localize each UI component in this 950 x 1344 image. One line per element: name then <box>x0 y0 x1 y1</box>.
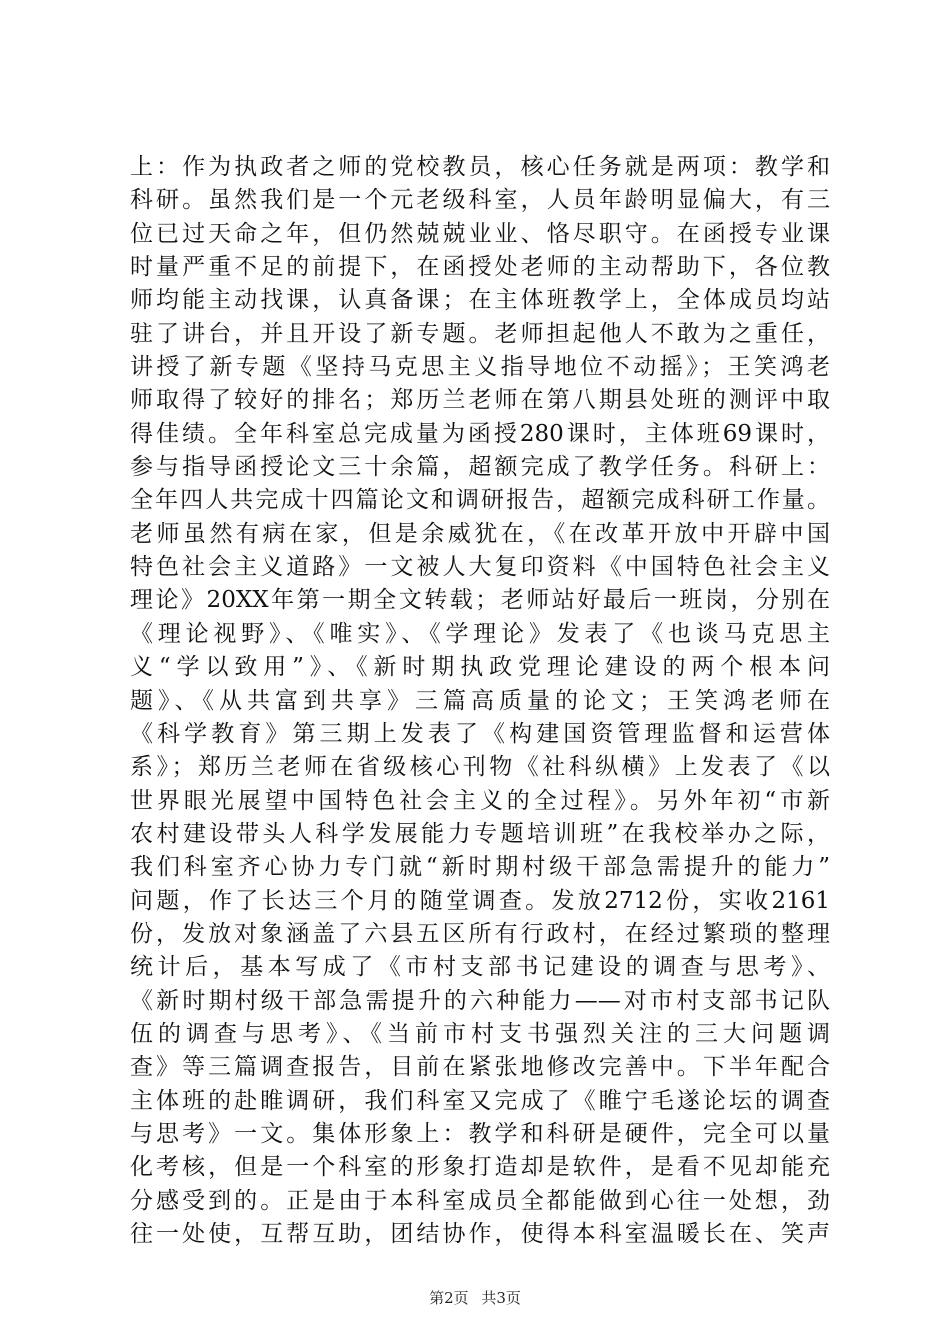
text-line: 查》等三篇调查报告，目前在紧张地修改完善中。下半年配合 <box>130 1054 830 1081</box>
text-line: 《理论视野》、《唯实》、《学理论》发表了《也谈马克思主 <box>130 620 830 647</box>
text-line: 统计后，基本写成了《市村支部书记建设的调查与思考》、 <box>130 954 830 981</box>
text-line: 世界眼光展望中国特色社会主义的全过程》。另外年初“市新 <box>130 787 830 814</box>
text-line: 化考核，但是一个科室的形象打造却是软件，是看不见却能充 <box>130 1154 830 1181</box>
text-line: 讲授了新专题《坚持马克思主义指导地位不动摇》；王笑鸿老 <box>130 354 830 381</box>
text-line: 与思考》一文。集体形象上：教学和科研是硬件，完全可以量 <box>130 1120 830 1147</box>
text-line: 师取得了较好的排名；郑历兰老师在第八期县处班的测评中取 <box>130 387 830 414</box>
text-line: 驻了讲台，并且开设了新专题。老师担起他人不敢为之重任， <box>130 320 830 347</box>
text-line: 义“学以致用”》、《新时期执政党理论建设的两个根本问 <box>130 654 830 681</box>
text-line: 往一处使，互帮互助，团结协作，使得本科室温暖长在、笑声 <box>130 1221 830 1247</box>
text-line: 师均能主动找课，认真备课；在主体班教学上，全体成员均站 <box>130 287 830 314</box>
text-line: 特色社会主义道路》一文被人大复印资料《中国特色社会主义 <box>130 554 830 581</box>
text-line: 全年四人共完成十四篇论文和调研报告，超额完成科研工作量。 <box>130 487 830 514</box>
text-line: 科研。虽然我们是一个元老级科室，人员年龄明显偏大，有三 <box>130 187 830 214</box>
text-line: 问题，作了长达三个月的随堂调查。发放2712份，实收2161 <box>130 887 830 914</box>
page-number-current: 第2页 <box>429 1289 469 1307</box>
text-line: 伍的调查与思考》、《当前市村支书强烈关注的三大问题调 <box>130 1020 830 1047</box>
text-line: 上：作为执政者之师的党校教员，核心任务就是两项：教学和 <box>130 154 830 180</box>
text-line: 《新时期村级干部急需提升的六种能力——对市村支部书记队 <box>130 987 830 1014</box>
page-footer <box>0 1288 950 1308</box>
text-line: 位已过天命之年，但仍然兢兢业业、恪尽职守。在函授专业课 <box>130 220 830 247</box>
page-number-total: 共3页 <box>481 1289 521 1307</box>
text-line: 份，发放对象涵盖了六县五区所有行政村，在经过繁琐的整理 <box>130 920 830 947</box>
text-line: 主体班的赴睢调研，我们科室又完成了《睢宁毛遂论坛的调查 <box>130 1087 830 1114</box>
text-line: 分感受到的。正是由于本科室成员全都能做到心往一处想，劲 <box>130 1187 830 1214</box>
text-line: 得佳绩。全年科室总完成量为函授280课时，主体班69课时， <box>130 420 830 447</box>
text-line: 老师虽然有病在家，但是余威犹在，《在改革开放中开辟中国 <box>130 520 830 547</box>
text-line: 农村建设带头人科学发展能力专题培训班”在我校举办之际， <box>130 820 830 847</box>
text-line: 时量严重不足的前提下，在函授处老师的主动帮助下，各位教 <box>130 254 830 281</box>
text-line: 我们科室齐心协力专门就“新时期村级干部急需提升的能力” <box>130 854 830 881</box>
text-line: 理论》20XX年第一期全文转载；老师站好最后一班岗，分别在 <box>130 587 830 614</box>
text-line: 参与指导函授论文三十余篇，超额完成了教学任务。科研上： <box>130 454 830 481</box>
text-line: 系》；郑历兰老师在省级核心刊物《社科纵横》上发表了《以 <box>130 754 830 781</box>
body-text <box>130 151 830 1251</box>
text-line: 题》、《从共富到共享》三篇高质量的论文；王笑鸿老师在 <box>130 687 830 714</box>
text-line: 《科学教育》第三期上发表了《构建国资管理监督和运营体 <box>130 720 830 747</box>
